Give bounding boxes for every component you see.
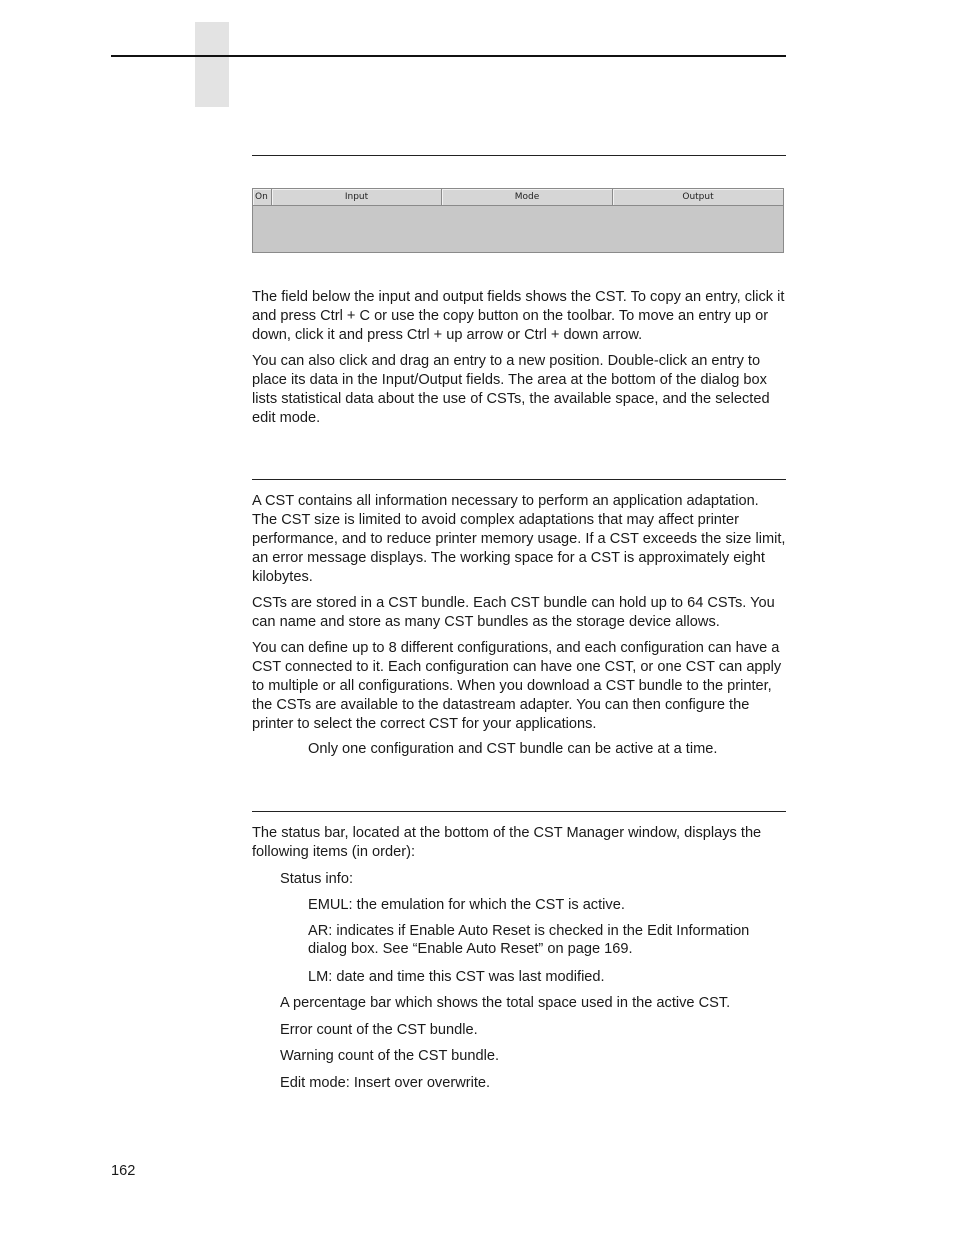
header-rule — [111, 55, 786, 57]
list-item-ar: AR: indicates if Enable Auto Reset is checked in the Edit Information dialog box. See “Enable Auto Reset” on page 169. — [308, 923, 750, 957]
list-item-status-info: Status info: — [280, 871, 354, 887]
column-header-output[interactable]: Output — [613, 189, 783, 205]
paragraph-cst-bundle: CSTs are stored in a CST bundle. Each CST bundle can hold up to 64 CSTs. You can name and store as many CST bundles as the storage device allows. — [252, 595, 775, 630]
cst-table-body[interactable] — [253, 206, 783, 252]
list-item-percentage-bar: A percentage bar which shows the total space used in the active CST. — [280, 995, 731, 1011]
list-item-warning-count: Warning count of the CST bundle. — [280, 1048, 500, 1064]
section-rule — [252, 155, 786, 156]
list-item-edit-mode: Edit mode: Insert over overwrite. — [280, 1075, 491, 1091]
section-rule — [252, 479, 786, 480]
paragraph-status-bar: The status bar, located at the bottom of the CST Manager window, displays the following items (in order): — [252, 825, 762, 860]
page-number: 162 — [111, 1163, 136, 1179]
cst-table-header — [253, 189, 783, 206]
column-header-on[interactable]: On — [253, 189, 272, 205]
paragraph-configurations: You can define up to 8 different configurations, and each configuration can have a CST connected to it. Each configuration can have one CST, or one CST can apply to multiple or all configurations. When you download a CST bundle to the printer, the CSTs are available to the datastream adapter. You can then configure the printer to select the correct CST for your applications. — [252, 640, 782, 732]
chapter-thumb-tab — [195, 22, 229, 107]
note-text: Only one configuration and CST bundle can be active at a time. — [308, 741, 718, 757]
list-item-error-count: Error count of the CST bundle. — [280, 1022, 478, 1038]
column-header-input[interactable]: Input — [272, 189, 442, 205]
paragraph-cst-field: The field below the input and output fields shows the CST. To copy an entry, click it and press Ctrl + C or use the copy button on the toolbar. To move an entry up or down, click it and press Ctrl + up arrow or Ctrl + down arrow. — [252, 289, 785, 343]
list-item-lm: LM: date and time this CST was last modified. — [308, 969, 605, 985]
paragraph-cst-contents: A CST contains all information necessary to perform an application adaptation. The CST size is limited to avoid complex adaptations that may affect printer performance, and to reduce printer memory usage. If a CST exceeds the size limit, an error message displays. The working space for a CST is approximately eight kilobytes. — [252, 493, 786, 585]
column-header-mode[interactable]: Mode — [442, 189, 613, 205]
section-rule — [252, 811, 786, 812]
cst-table-widget — [252, 188, 784, 253]
paragraph-drag-entry: You can also click and drag an entry to a new position. Double-click an entry to place its data in the Input/Output fields. The area at the bottom of the dialog box lists statistical data about the use of CSTs, the available space, and the selected edit mode. — [252, 353, 770, 426]
list-item-emul: EMUL: the emulation for which the CST is active. — [308, 897, 625, 913]
